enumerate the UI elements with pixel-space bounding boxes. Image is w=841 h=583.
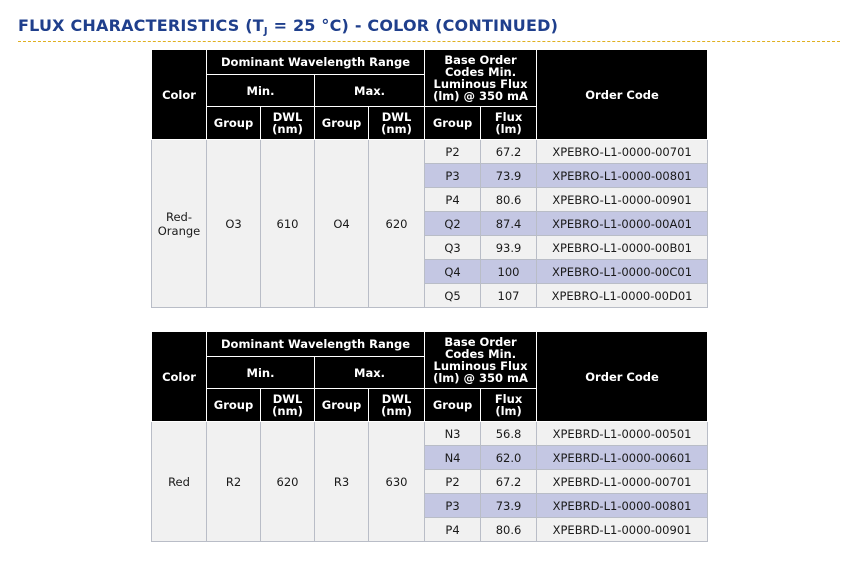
flux-group-header	[425, 389, 481, 422]
flux-value-cell: 73.9	[481, 494, 537, 518]
flux-value-cell: 67.2	[481, 470, 537, 494]
color-cell: Red	[152, 422, 207, 542]
dominant-wavelength-header-text: Dominant Wavelength Range	[221, 337, 411, 351]
page-title-suffix: = 25 °C) - COLOR (CONTINUED)	[267, 16, 559, 35]
max-header-text: Max.	[354, 365, 386, 380]
min-group-header	[207, 107, 261, 140]
max-group-header-text: Group	[321, 398, 362, 412]
order-code-cell: XPEBRO-L1-0000-00A01	[537, 212, 708, 236]
max-dwl-header	[369, 107, 425, 140]
flux-header-line2: (lm)	[495, 122, 522, 136]
order-code-header-text: Order Code	[585, 369, 659, 384]
min-dwl-header	[261, 107, 315, 140]
min-header-text: Min.	[246, 83, 275, 98]
min-group-cell: R2	[207, 422, 261, 542]
order-code-cell: XPEBRO-L1-0000-00B01	[537, 236, 708, 260]
flux-header	[481, 389, 537, 422]
min-header	[207, 357, 315, 389]
min-dwl-header-line2: (nm)	[272, 404, 303, 418]
flux-group-cell: P3	[425, 494, 481, 518]
flux-group-cell: P2	[425, 470, 481, 494]
max-dwl-header-line1: DWL	[381, 392, 412, 406]
flux-value-cell: 62.0	[481, 446, 537, 470]
flux-group-cell: N3	[425, 422, 481, 446]
base-order-header	[425, 332, 537, 389]
max-header	[315, 357, 425, 389]
order-code-cell: XPEBRO-L1-0000-00D01	[537, 284, 708, 308]
flux-group-cell: Q2	[425, 212, 481, 236]
max-group-header	[315, 107, 369, 140]
color-header-text: Color	[162, 87, 196, 102]
order-code-cell: XPEBRO-L1-0000-00901	[537, 188, 708, 212]
max-header-text: Max.	[354, 83, 386, 98]
flux-value-cell: 56.8	[481, 422, 537, 446]
base-order-header-text: Base Order Codes Min. Luminous Flux (lm) @ 350 mA	[433, 335, 528, 385]
max-dwl-header-line2: (nm)	[381, 122, 412, 136]
flux-group-cell: N4	[425, 446, 481, 470]
min-dwl-cell: 620	[261, 422, 315, 542]
table-row	[152, 140, 708, 164]
flux-table-red-orange	[151, 49, 708, 308]
order-code-cell: XPEBRD-L1-0000-00801	[537, 494, 708, 518]
dominant-wavelength-header	[207, 50, 425, 75]
flux-value-cell: 87.4	[481, 212, 537, 236]
min-header	[207, 75, 315, 107]
order-code-cell: XPEBRO-L1-0000-00801	[537, 164, 708, 188]
order-code-cell: XPEBRD-L1-0000-00901	[537, 518, 708, 542]
flux-value-cell: 67.2	[481, 140, 537, 164]
order-code-cell: XPEBRO-L1-0000-00701	[537, 140, 708, 164]
flux-group-cell: P2	[425, 140, 481, 164]
base-order-header	[425, 50, 537, 107]
order-code-header	[537, 332, 708, 422]
order-code-cell: XPEBRD-L1-0000-00501	[537, 422, 708, 446]
order-code-cell: XPEBRO-L1-0000-00C01	[537, 260, 708, 284]
flux-group-cell: P3	[425, 164, 481, 188]
order-code-header	[537, 50, 708, 140]
max-dwl-cell: 620	[369, 140, 425, 308]
flux-header	[481, 107, 537, 140]
max-dwl-header-line1: DWL	[381, 110, 412, 124]
max-group-cell: O4	[315, 140, 369, 308]
flux-group-header-text: Group	[432, 398, 473, 412]
dominant-wavelength-header	[207, 332, 425, 357]
color-header-text: Color	[162, 369, 196, 384]
color-header	[152, 332, 207, 422]
max-dwl-cell: 630	[369, 422, 425, 542]
page-title	[18, 16, 558, 37]
flux-group-cell: Q4	[425, 260, 481, 284]
flux-header-line2: (lm)	[495, 404, 522, 418]
max-group-header	[315, 389, 369, 422]
min-group-header-text: Group	[213, 398, 254, 412]
min-dwl-header-line2: (nm)	[272, 122, 303, 136]
color-header	[152, 50, 207, 140]
max-dwl-header	[369, 389, 425, 422]
table-row	[152, 422, 708, 446]
min-dwl-cell: 610	[261, 140, 315, 308]
min-dwl-header-line1: DWL	[272, 110, 303, 124]
max-header	[315, 75, 425, 107]
min-dwl-header	[261, 389, 315, 422]
min-group-cell: O3	[207, 140, 261, 308]
title-dashed-rule	[18, 41, 840, 42]
dominant-wavelength-header-text: Dominant Wavelength Range	[221, 55, 411, 69]
color-cell: Red-Orange	[152, 140, 207, 308]
flux-value-cell: 80.6	[481, 188, 537, 212]
min-header-text: Min.	[246, 365, 275, 380]
flux-table-red	[151, 331, 708, 542]
order-code-header-text: Order Code	[585, 87, 659, 102]
flux-value-cell: 73.9	[481, 164, 537, 188]
max-group-cell: R3	[315, 422, 369, 542]
flux-header-line1: Flux	[494, 110, 523, 124]
flux-group-header-text: Group	[432, 116, 473, 130]
order-code-cell: XPEBRD-L1-0000-00701	[537, 470, 708, 494]
flux-group-cell: P4	[425, 188, 481, 212]
flux-group-cell: P4	[425, 518, 481, 542]
flux-value-cell: 93.9	[481, 236, 537, 260]
page-title-subscript: J	[263, 26, 268, 37]
min-dwl-header-line1: DWL	[272, 392, 303, 406]
flux-group-header	[425, 107, 481, 140]
page-title-prefix: FLUX CHARACTERISTICS (T	[18, 16, 264, 35]
min-group-header-text: Group	[213, 116, 254, 130]
order-code-cell: XPEBRD-L1-0000-00601	[537, 446, 708, 470]
flux-group-cell: Q5	[425, 284, 481, 308]
flux-value-cell: 80.6	[481, 518, 537, 542]
flux-value-cell: 100	[481, 260, 537, 284]
max-group-header-text: Group	[321, 116, 362, 130]
max-dwl-header-line2: (nm)	[381, 404, 412, 418]
flux-header-line1: Flux	[494, 392, 523, 406]
min-group-header	[207, 389, 261, 422]
base-order-header-text: Base Order Codes Min. Luminous Flux (lm) @ 350 mA	[433, 53, 528, 103]
flux-group-cell: Q3	[425, 236, 481, 260]
flux-value-cell: 107	[481, 284, 537, 308]
